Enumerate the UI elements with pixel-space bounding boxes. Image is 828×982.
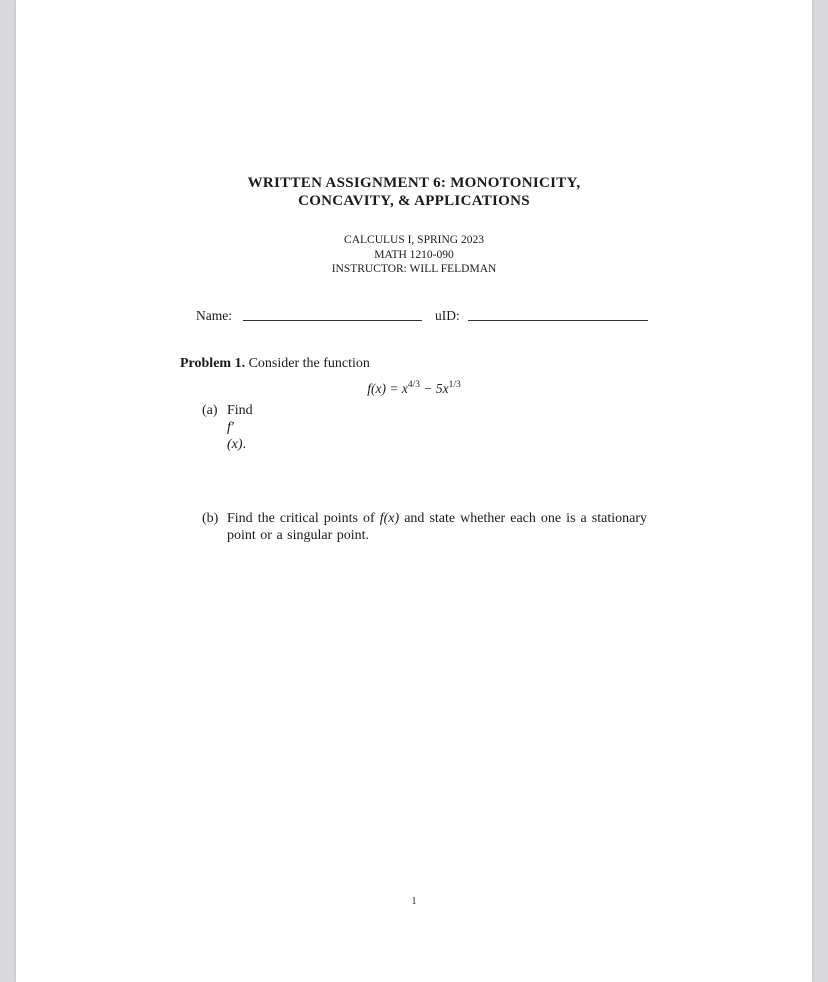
name-blank-line — [243, 320, 422, 321]
problem-1-heading — [180, 355, 370, 373]
part-a-text — [227, 402, 253, 453]
function-equation — [16, 376, 812, 398]
page-number: 1 — [411, 896, 417, 907]
problem-intro: Consider the function — [248, 356, 370, 371]
uid-label: uID: — [435, 308, 460, 323]
equation-exponent-2: 1/3 — [448, 380, 461, 390]
part-a-prefix: Find — [227, 403, 253, 418]
title-line-1: WRITTEN ASSIGNMENT 6: MONOTONICITY, — [247, 175, 581, 191]
equation-exponent-1: 4/3 — [407, 380, 420, 390]
uid-blank-line — [468, 320, 648, 321]
title-line-2: CONCAVITY, & APPLICATIONS — [298, 193, 530, 209]
part-b-label: (b) — [202, 511, 219, 526]
equation-mid: − 5x — [419, 381, 449, 396]
part-b-prefix: Find the critical points of — [227, 511, 380, 526]
course-info — [16, 233, 812, 277]
part-b-math: f(x) — [379, 511, 400, 526]
document-page — [16, 0, 812, 982]
course-name: CALCULUS I, SPRING 2023 — [344, 234, 484, 246]
part-b-suffix: and state whether each one is a stationary point or a singular point. — [227, 511, 648, 543]
part-a-label: (a) — [202, 403, 218, 418]
part-a-math: f′(x) — [227, 420, 243, 452]
part-b-text — [227, 510, 647, 544]
part-a-suffix: . — [242, 437, 247, 452]
assignment-title — [16, 174, 812, 210]
instructor-name: INSTRUCTOR: WILL FELDMAN — [331, 263, 497, 275]
problem-label: Problem 1. — [180, 356, 246, 371]
course-section: MATH 1210-090 — [374, 248, 454, 261]
equation-lhs: f(x) = x — [367, 381, 408, 396]
name-label: Name: — [196, 308, 232, 323]
